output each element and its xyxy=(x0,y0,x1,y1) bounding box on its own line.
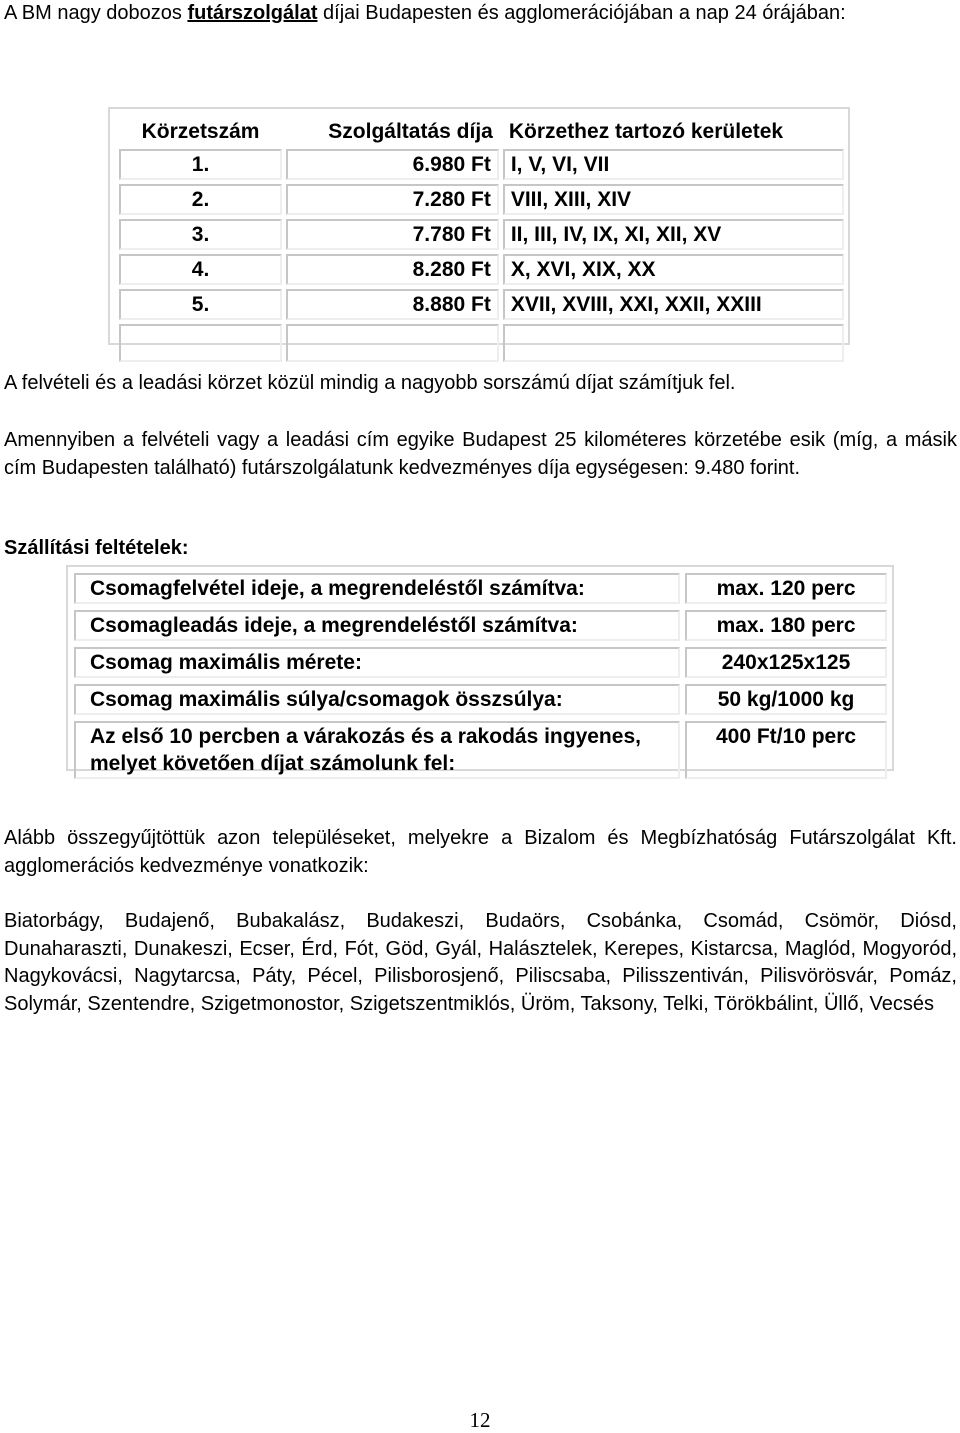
condition-label: Csomag maximális mérete: xyxy=(74,647,680,678)
intro-text-after: díjai Budapesten és agglomerációjában a nap 24 órájában: xyxy=(317,2,846,24)
condition-label: Csomag maximális súlya/csomagok összsúlya: xyxy=(74,684,680,715)
condition-label: Csomagleadás ideje, a megrendeléstől számítva: xyxy=(74,610,680,641)
zone-districts-cell: XVII, XVIII, XXI, XXII, XXIII xyxy=(503,289,844,320)
table-row xyxy=(74,647,887,678)
table-row xyxy=(119,219,844,250)
table-row xyxy=(74,610,887,641)
empty-cell xyxy=(119,324,282,362)
column-header-price: Szolgáltatás díja xyxy=(328,120,493,143)
table-row xyxy=(119,289,844,320)
zone-number-cell: 5. xyxy=(119,289,282,320)
condition-value: 50 kg/1000 kg xyxy=(685,684,887,715)
zone-number-cell: 1. xyxy=(119,149,282,180)
zone-number-cell: 2. xyxy=(119,184,282,215)
zone-number-cell: 3. xyxy=(119,219,282,250)
intro-text-before: A BM nagy dobozos xyxy=(4,2,188,24)
intro-paragraph xyxy=(4,0,957,28)
empty-table-row xyxy=(119,324,844,362)
zone-districts-cell: X, XVI, XIX, XX xyxy=(503,254,844,285)
zone-districts-cell: II, III, IV, IX, XI, XII, XV xyxy=(503,219,844,250)
table-row xyxy=(74,684,887,715)
zone-districts-cell: VIII, XIII, XIV xyxy=(503,184,844,215)
zone-price-table xyxy=(108,107,850,345)
empty-cell xyxy=(503,324,844,362)
discount-paragraph: Amennyiben a felvételi vagy a leadási cím egyike Budapest 25 kilométeres körzetébe esik (míg, a másik cím Budapesten található) futárszolgálatunk kedvezményes díja egységesen: 9.480 forint. xyxy=(4,429,957,479)
condition-value: 240x125x125 xyxy=(685,647,887,678)
zone-price-cell: 6.980 Ft xyxy=(286,149,499,180)
courier-service-link[interactable]: futárszolgálat xyxy=(187,2,318,24)
zone-price-cell: 7.780 Ft xyxy=(286,219,499,250)
empty-cell xyxy=(286,324,499,362)
table-row xyxy=(119,149,844,180)
condition-value: max. 120 perc xyxy=(685,573,887,604)
column-header-zone: Körzetszám xyxy=(141,120,260,143)
table-row xyxy=(74,573,887,604)
zone-price-cell: 8.880 Ft xyxy=(286,289,499,320)
zone-rule-note: A felvételi és a leadási körzet közül mindig a nagyobb sorszámú díjat számítjuk fel. xyxy=(4,372,736,394)
condition-value: max. 180 perc xyxy=(685,610,887,641)
shipping-conditions-heading: Szállítási feltételek: xyxy=(4,537,189,559)
column-header-districts: Körzethez tartozó kerületek xyxy=(508,120,784,143)
zone-price-cell: 8.280 Ft xyxy=(286,254,499,285)
zone-price-cell: 7.280 Ft xyxy=(286,184,499,215)
table-row xyxy=(74,721,887,779)
condition-label: Az első 10 percben a várakozás és a rakodás ingyenes, melyet követően díjat számolunk fel: xyxy=(74,721,680,779)
condition-label: Csomagfelvétel ideje, a megrendeléstől számítva: xyxy=(74,573,680,604)
condition-value: 400 Ft/10 perc xyxy=(685,721,887,779)
page-number: 12 xyxy=(469,1408,491,1432)
shipping-conditions-table xyxy=(66,565,894,775)
town-list-paragraph: Biatorbágy, Budajenő, Bubakalász, Budakeszi, Budaörs, Csobánka, Csomád, Csömör, Diósd, Dunaharaszti, Dunakeszi, Ecser, Érd, Fót, Göd, Gyál, Halásztelek, Kerepes, Kistarcsa, Maglód, Mogyoród, Nagykovácsi, Nagytarcsa, Páty, Pécel, Pilisborosjenő, Piliscsaba, Pilisszentiván, Pilisvörösvár, Pomáz, Solymár, Szentendre, Szigetmonostor, Szigetszentmiklós, Üröm, Taksony, Telki, Törökbálint, Üllő, Vecsés xyxy=(4,910,957,1015)
zone-number-cell: 4. xyxy=(119,254,282,285)
table-header-row xyxy=(119,118,844,145)
table-row xyxy=(119,254,844,285)
agglomeration-intro-paragraph: Alább összegyűjtöttük azon településeket, melyekre a Bizalom és Megbízhatóság Futárszolgálat Kft. agglomerációs kedvezménye vonatkozik: xyxy=(4,827,957,877)
table-row xyxy=(119,184,844,215)
zone-districts-cell: I, V, VI, VII xyxy=(503,149,844,180)
